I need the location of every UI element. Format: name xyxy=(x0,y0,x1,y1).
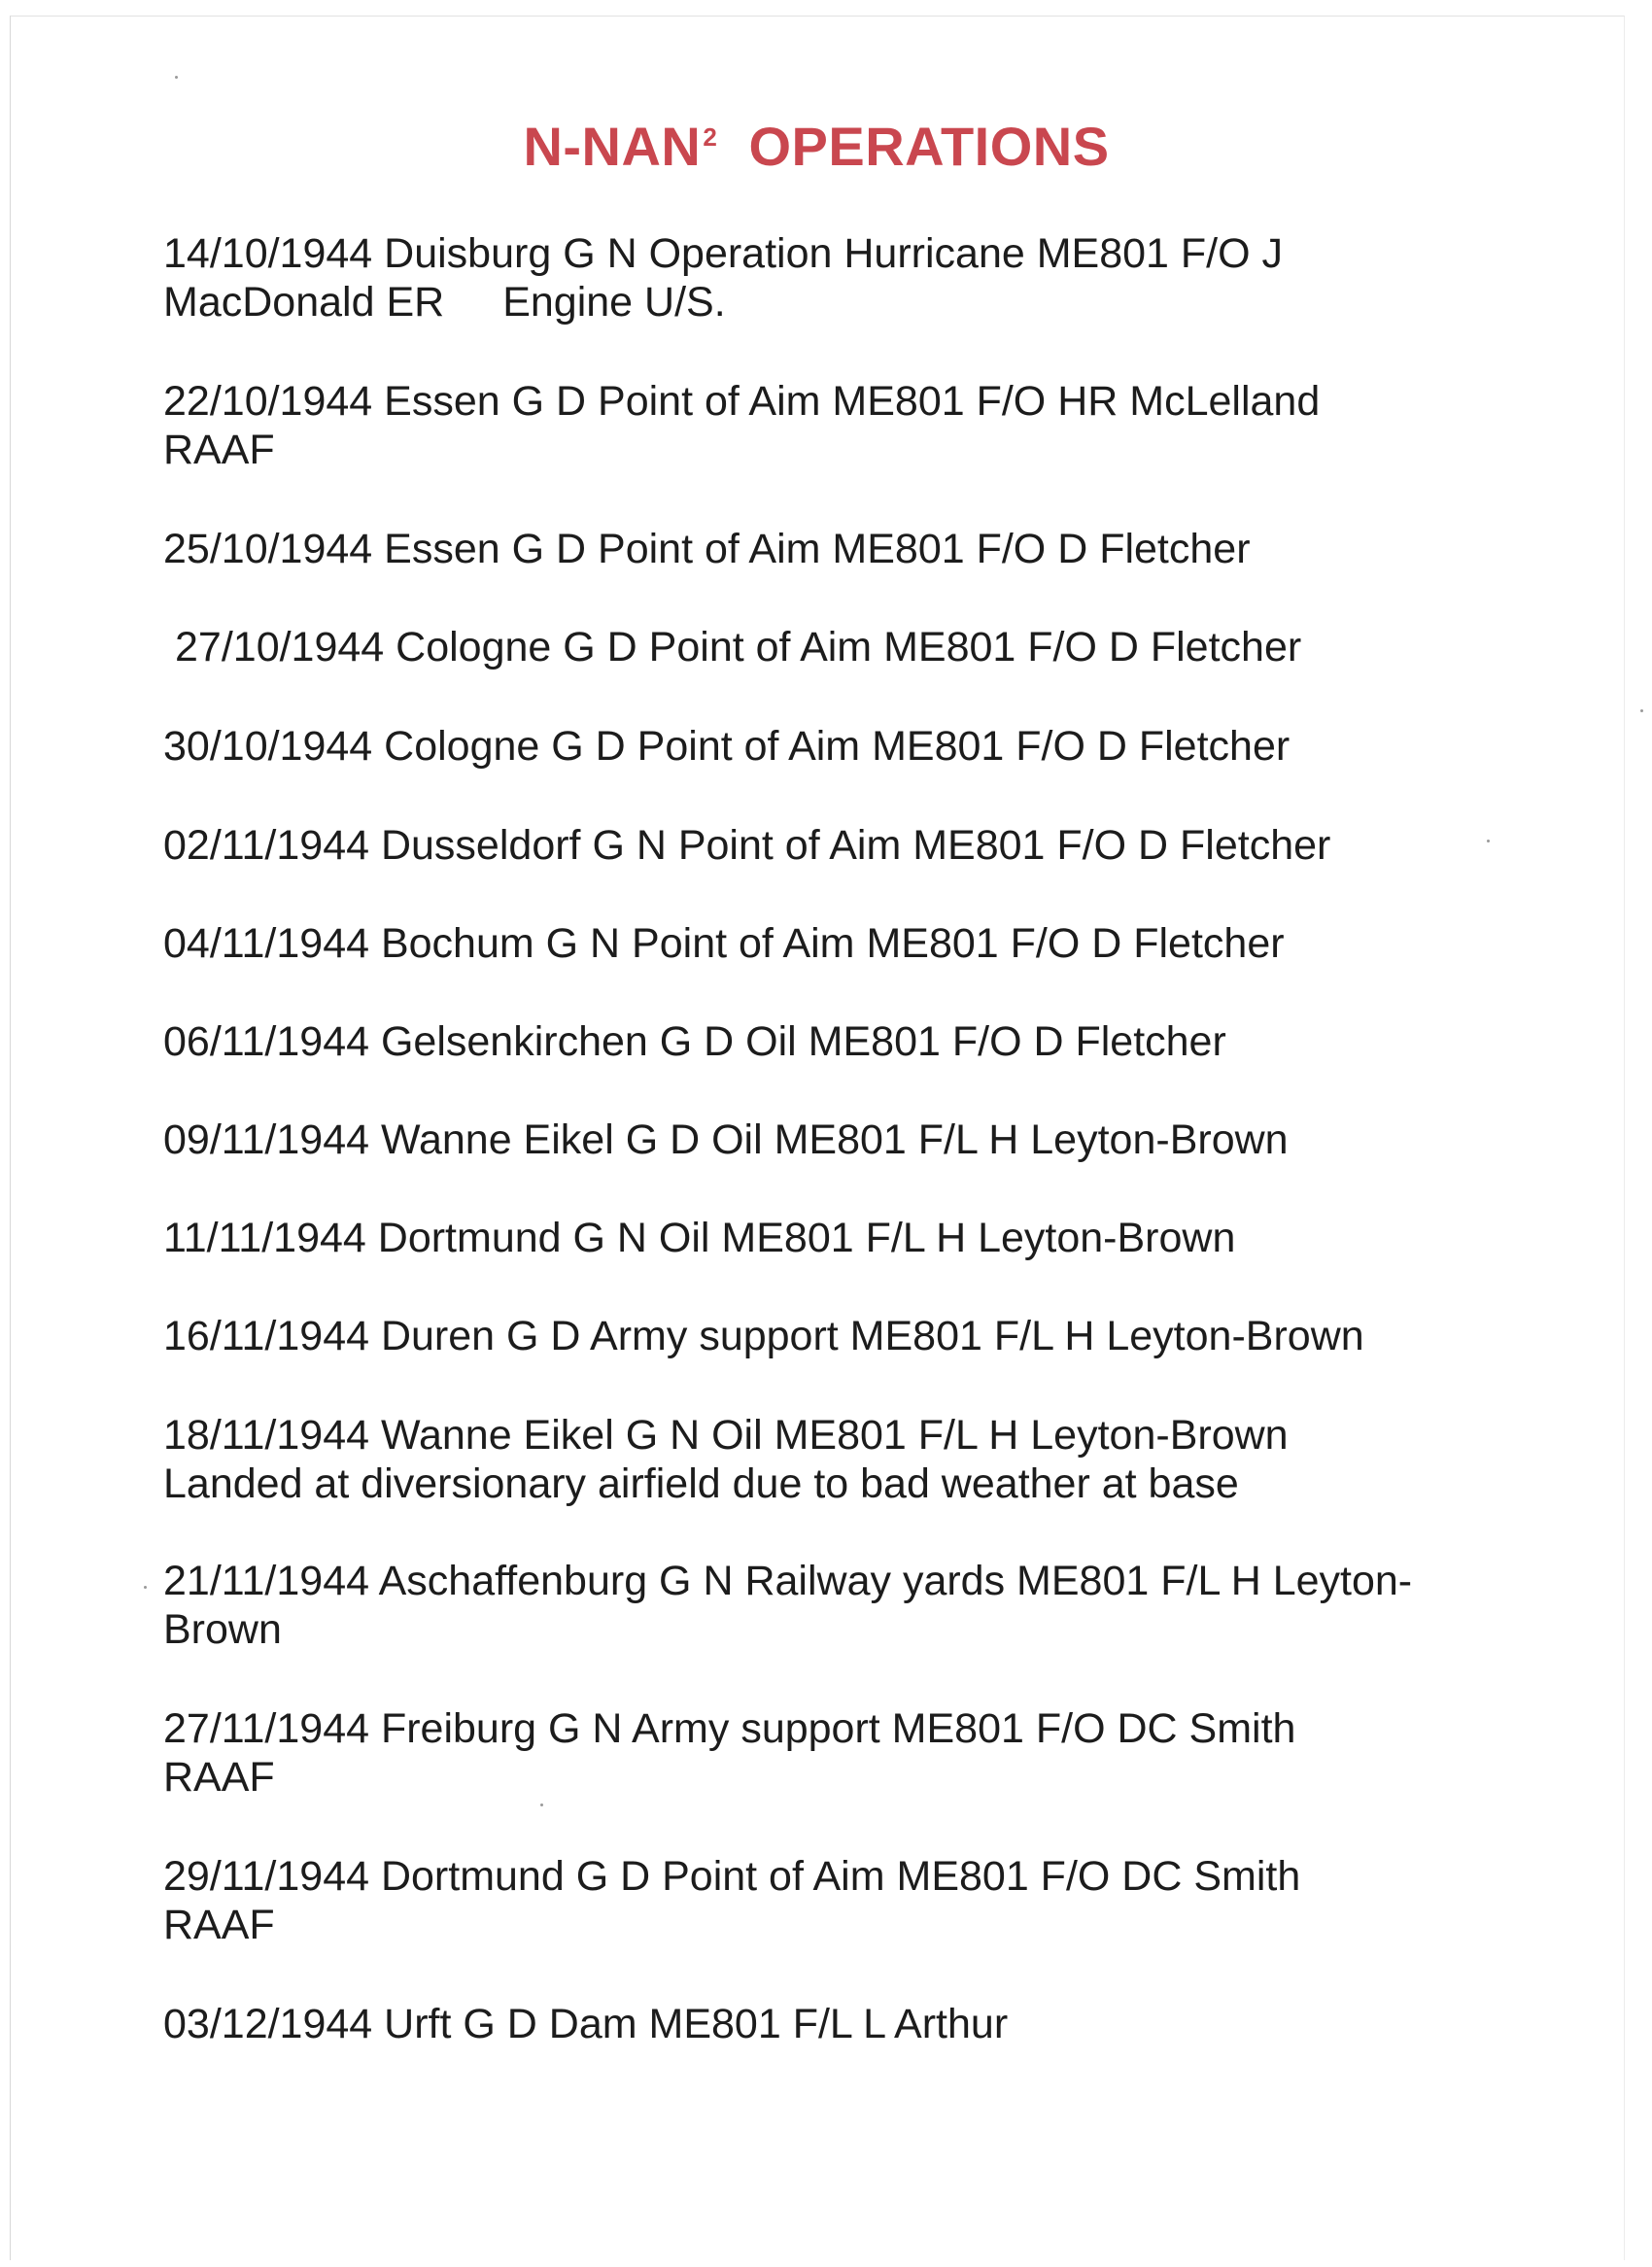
entry-line-continued: RAAF xyxy=(163,1902,275,1948)
entry-line: 16/11/1944 Duren G D Army support ME801 F/L H Leyton-Brown xyxy=(163,1313,1364,1359)
operation-entry xyxy=(163,821,1330,870)
operation-entry xyxy=(163,1214,1235,1262)
scan-speck xyxy=(1640,709,1643,712)
entry-line-continued: Landed at diversionary airfield due to bad weather at base xyxy=(163,1460,1239,1507)
title-superscript: 2 xyxy=(703,122,718,153)
operation-entry xyxy=(163,722,1290,771)
operation-entry xyxy=(163,1017,1226,1066)
entry-line-continued: RAAF xyxy=(163,1754,275,1801)
entry-line: 21/11/1944 Aschaffenburg G N Railway yards ME801 F/L H Leyton- xyxy=(163,1558,1413,1604)
operation-entry xyxy=(163,1312,1364,1360)
entry-line-continued: RAAF xyxy=(163,427,275,473)
entry-line: 18/11/1944 Wanne Eikel G N Oil ME801 F/L H Leyton-Brown xyxy=(163,1412,1289,1459)
operation-entry xyxy=(175,623,1301,671)
scan-speck xyxy=(144,1586,147,1589)
entry-line: 04/11/1944 Bochum G N Point of Aim ME801 F/O D Fletcher xyxy=(163,920,1285,967)
entry-line: 06/11/1944 Gelsenkirchen G D Oil ME801 F/O D Fletcher xyxy=(163,1018,1226,1065)
operation-entry xyxy=(163,1411,1289,1508)
entry-line: 27/10/1944 Cologne G D Point of Aim ME801 F/O D Fletcher xyxy=(175,624,1302,670)
title-suffix: OPERATIONS xyxy=(748,116,1110,177)
entry-note: Engine U/S. xyxy=(502,279,726,326)
operation-entry xyxy=(163,229,1283,326)
operation-entry xyxy=(163,377,1320,474)
operation-entry xyxy=(163,1116,1289,1164)
entry-line: 29/11/1944 Dortmund G D Point of Aim ME801 F/O DC Smith xyxy=(163,1853,1301,1900)
scan-speck xyxy=(175,76,178,79)
entry-line: 22/10/1944 Essen G D Point of Aim ME801 F/O HR McLelland xyxy=(163,378,1321,425)
entry-line-continued: Brown xyxy=(163,1606,282,1653)
scan-speck xyxy=(1487,840,1490,842)
entry-line: 27/11/1944 Freiburg G N Army support ME801 F/O DC Smith xyxy=(163,1705,1296,1752)
title-text: N-NAN xyxy=(523,116,702,177)
operation-entry xyxy=(163,919,1285,968)
entry-line: 09/11/1944 Wanne Eikel G D Oil ME801 F/L H Leyton-Brown xyxy=(163,1116,1289,1163)
operation-entry xyxy=(163,525,1251,573)
entry-line: 25/10/1944 Essen G D Point of Aim ME801 F/O D Fletcher xyxy=(163,526,1251,572)
entry-line: 14/10/1944 Duisburg G N Operation Hurricane ME801 F/O J xyxy=(163,230,1284,277)
operation-entry xyxy=(163,1557,1412,1654)
operation-entry xyxy=(163,1704,1295,1802)
entry-line: 03/12/1944 Urft G D Dam ME801 F/L L Arthur xyxy=(163,2001,1009,2047)
entry-line: 02/11/1944 Dusseldorf G N Point of Aim ME801 F/O D Fletcher xyxy=(163,822,1331,869)
entry-line: 11/11/1944 Dortmund G N Oil ME801 F/L H Leyton-Brown xyxy=(163,1215,1236,1261)
scan-speck xyxy=(540,1803,543,1806)
entry-line-continued xyxy=(163,278,1283,326)
operation-entry xyxy=(163,1852,1300,1949)
operation-entry xyxy=(163,2000,1008,2048)
entry-pilot-continued: MacDonald ER xyxy=(163,279,445,326)
entry-line: 30/10/1944 Cologne G D Point of Aim ME801 F/O D Fletcher xyxy=(163,723,1291,770)
page-title xyxy=(0,115,1633,178)
